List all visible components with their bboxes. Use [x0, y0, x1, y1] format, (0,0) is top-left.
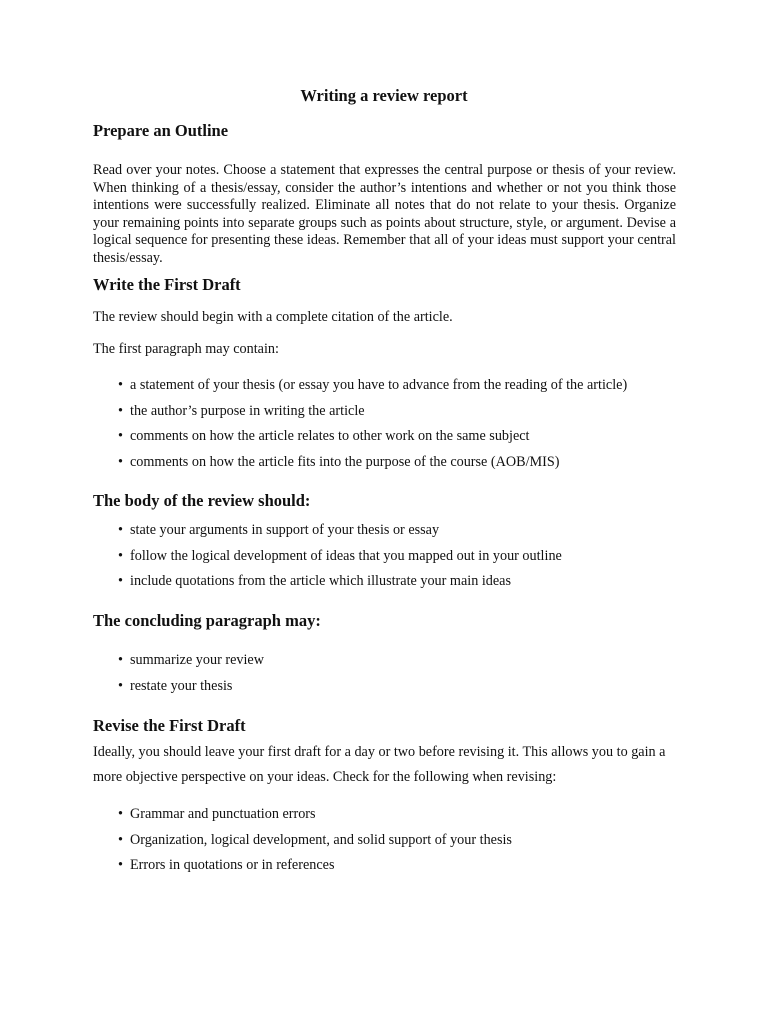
list-item: • include quotations from the article which illustrate your main ideas — [118, 573, 562, 599]
list-item: • the author’s purpose in writing the article — [118, 403, 627, 429]
revise-paragraph: Ideally, you should leave your first draft for a day or two before revising it. This allows you to gain a more objective perspective on your ideas. Check for the following when revising: — [93, 744, 666, 785]
concluding-list — [118, 652, 264, 703]
heading-body-review: The body of the review should: — [93, 491, 311, 510]
heading-prepare-outline: Prepare an Outline — [93, 121, 229, 140]
document-title: Writing a review report — [300, 86, 468, 105]
heading-first-draft: Write the First Draft — [93, 275, 241, 294]
outline-paragraph: Read over your notes. Choose a statement that expresses the central purpose or thesis of your review. When thinking of a thesis/essay, consider the author’s intentions and whether or not you think those intentions were successfully realized. Eliminate all notes that do not relate to your thesis. Organize your remaining points into separate groups such as points about structure, style, or argument. Devise a logical sequence for presenting these ideas. Remember that all of your ideas must support your central thesis/essay. — [93, 162, 676, 266]
first-draft-paragraph-citation: The review should begin with a complete citation of the article. — [93, 309, 453, 325]
body-list — [118, 522, 562, 599]
list-item: • state your arguments in support of your thesis or essay — [118, 522, 562, 548]
list-item: • Grammar and punctuation errors — [118, 806, 512, 832]
list-item: • follow the logical development of ideas that you mapped out in your outline — [118, 548, 562, 574]
list-item: • summarize your review — [118, 652, 264, 678]
list-item: • comments on how the article relates to other work on the same subject — [118, 428, 627, 454]
heading-revise-draft: Revise the First Draft — [93, 716, 246, 735]
list-item: • a statement of your thesis (or essay you have to advance from the reading of the article) — [118, 377, 627, 403]
list-item: • Organization, logical development, and solid support of your thesis — [118, 832, 512, 858]
revise-list — [118, 806, 512, 883]
list-item: • restate your thesis — [118, 678, 264, 704]
list-item: • comments on how the article fits into the purpose of the course (AOB/MIS) — [118, 454, 627, 480]
heading-concluding: The concluding paragraph may: — [93, 611, 321, 630]
first-draft-paragraph-contain: The first paragraph may contain: — [93, 341, 279, 357]
list-item: • Errors in quotations or in references — [118, 857, 512, 883]
first-paragraph-list — [118, 377, 627, 479]
